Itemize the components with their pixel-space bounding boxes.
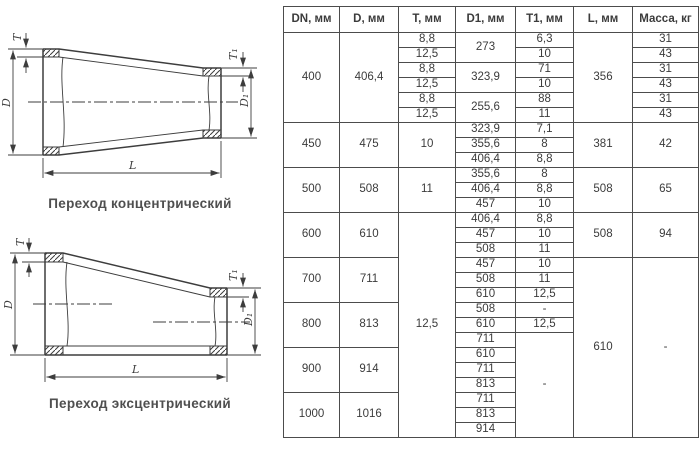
table-cell: 12,5 xyxy=(399,213,456,438)
dim-label-D: D xyxy=(2,300,15,309)
table-cell: 355,6 xyxy=(456,138,516,153)
hatch-section xyxy=(210,346,227,355)
break-line xyxy=(214,297,216,346)
table-cell: 900 xyxy=(284,348,340,393)
table-cell: 610 xyxy=(456,318,516,333)
table-cell: 610 xyxy=(456,348,516,363)
dim-label-T: T xyxy=(11,33,24,41)
table-cell: 12,5 xyxy=(516,288,574,303)
table-cell: 508 xyxy=(574,213,633,258)
table-row xyxy=(284,123,699,138)
table-cell: 12,5 xyxy=(516,318,574,333)
table-cell: 813 xyxy=(456,378,516,393)
table-cell: 31 xyxy=(633,93,699,108)
table-cell: 711 xyxy=(456,333,516,348)
table-cell: 508 xyxy=(456,243,516,258)
eccentric-reducer-drawing xyxy=(2,237,261,411)
dim-label-T1: T₁ xyxy=(227,269,240,281)
table-cell: 10 xyxy=(516,48,574,63)
table-cell: 12,5 xyxy=(399,48,456,63)
table-cell: 711 xyxy=(456,363,516,378)
hatch-section xyxy=(43,147,59,155)
table-cell: 31 xyxy=(633,33,699,48)
table-cell: 8 xyxy=(516,168,574,183)
table-cell: 42 xyxy=(633,123,699,168)
table-cell: 10 xyxy=(516,78,574,93)
table-cell: 94 xyxy=(633,213,699,258)
dim-label-D1: D₁ xyxy=(242,312,255,326)
dim-label-D1: D₁ xyxy=(238,93,251,107)
table-cell: 1016 xyxy=(340,393,399,438)
column-header: L, мм xyxy=(574,7,633,33)
table-cell: 610 xyxy=(574,258,633,438)
column-header: D, мм xyxy=(340,7,399,33)
table-cell: 7,1 xyxy=(516,123,574,138)
table-cell: 88 xyxy=(516,93,574,108)
technical-drawings xyxy=(0,0,283,450)
table-cell: 6,3 xyxy=(516,33,574,48)
table-cell: 8,8 xyxy=(516,153,574,168)
table-cell: 12,5 xyxy=(399,78,456,93)
table-cell: 508 xyxy=(340,168,399,213)
column-header: T1, мм xyxy=(516,7,574,33)
table-cell: 610 xyxy=(456,288,516,303)
table-cell: 381 xyxy=(574,123,633,168)
table-cell: 11 xyxy=(516,273,574,288)
table-cell: 43 xyxy=(633,48,699,63)
table-cell: 8,8 xyxy=(516,213,574,228)
table-cell: 457 xyxy=(456,258,516,273)
table-cell: 323,9 xyxy=(456,63,516,93)
table-cell: 31 xyxy=(633,63,699,78)
table-cell: 406,4 xyxy=(456,213,516,228)
table-cell: 610 xyxy=(340,213,399,258)
table-row xyxy=(284,33,699,48)
reducer-top-outline xyxy=(45,253,227,288)
dim-label-D: D xyxy=(0,98,13,107)
table-cell: 10 xyxy=(516,228,574,243)
table-cell: 475 xyxy=(340,123,399,168)
table-row xyxy=(284,213,699,228)
table-cell: 711 xyxy=(456,393,516,408)
table-cell: 711 xyxy=(340,258,399,303)
column-header: T, мм xyxy=(399,7,456,33)
table-cell: 813 xyxy=(456,408,516,423)
hatch-section xyxy=(45,253,63,262)
table-cell: 10 xyxy=(399,123,456,168)
table-cell: 356 xyxy=(574,33,633,123)
table-cell: - xyxy=(633,258,699,438)
table-cell: 11 xyxy=(516,108,574,123)
table-cell: 71 xyxy=(516,63,574,78)
table-cell: 813 xyxy=(340,303,399,348)
hatch-section xyxy=(45,346,63,355)
table-cell: 273 xyxy=(456,33,516,63)
table-cell: 12,5 xyxy=(399,108,456,123)
table-cell: - xyxy=(516,333,574,438)
table-cell: 8,8 xyxy=(399,33,456,48)
table-cell: 323,9 xyxy=(456,123,516,138)
concentric-reducer-drawing xyxy=(0,32,257,211)
table-cell: 508 xyxy=(574,168,633,213)
table-cell: 500 xyxy=(284,168,340,213)
table-cell: 11 xyxy=(516,243,574,258)
table-cell: 406,4 xyxy=(340,33,399,123)
reducer-bottom-outline xyxy=(43,138,221,155)
table-row xyxy=(284,168,699,183)
table-cell: 43 xyxy=(633,108,699,123)
hatch-section xyxy=(203,130,221,138)
table-cell: 8,8 xyxy=(516,183,574,198)
table-cell: 406,4 xyxy=(456,153,516,168)
table-cell: 11 xyxy=(399,168,456,213)
dim-label-T: T xyxy=(14,238,27,246)
dimensions-table xyxy=(283,6,699,438)
table-cell: 355,6 xyxy=(456,168,516,183)
table-cell: - xyxy=(516,303,574,318)
hatch-section xyxy=(210,288,227,297)
table-row xyxy=(284,258,699,273)
table-cell: 700 xyxy=(284,258,340,303)
column-header: DN, мм xyxy=(284,7,340,33)
dim-label-L: L xyxy=(129,159,137,172)
table-cell: 406,4 xyxy=(456,183,516,198)
break-line xyxy=(208,76,210,130)
table-header-row xyxy=(284,7,699,33)
dim-label-T1: T₁ xyxy=(227,48,240,60)
table-cell: 600 xyxy=(284,213,340,258)
table-cell: 43 xyxy=(633,78,699,93)
table-cell: 8,8 xyxy=(399,93,456,108)
table-cell: 65 xyxy=(633,168,699,213)
table-cell: 8 xyxy=(516,138,574,153)
table-cell: 450 xyxy=(284,123,340,168)
table-cell: 508 xyxy=(456,303,516,318)
table-cell: 8,8 xyxy=(399,63,456,78)
hatch-section xyxy=(203,68,221,76)
table-cell: 457 xyxy=(456,198,516,213)
column-header: D1, мм xyxy=(456,7,516,33)
table-cell: 457 xyxy=(456,228,516,243)
table-cell: 400 xyxy=(284,33,340,123)
drawing-caption: Переход концентрический xyxy=(48,196,232,211)
table-cell: 914 xyxy=(456,423,516,438)
table-cell: 1000 xyxy=(284,393,340,438)
table-cell: 508 xyxy=(456,273,516,288)
hatch-section xyxy=(43,49,59,57)
column-header: Масса, кг xyxy=(633,7,699,33)
table-cell: 800 xyxy=(284,303,340,348)
table-cell: 255,6 xyxy=(456,93,516,123)
drawing-caption: Переход эксцентрический xyxy=(49,396,231,411)
table-cell: 10 xyxy=(516,258,574,273)
dim-label-L: L xyxy=(132,363,140,376)
table-cell: 914 xyxy=(340,348,399,393)
table-cell: 10 xyxy=(516,198,574,213)
